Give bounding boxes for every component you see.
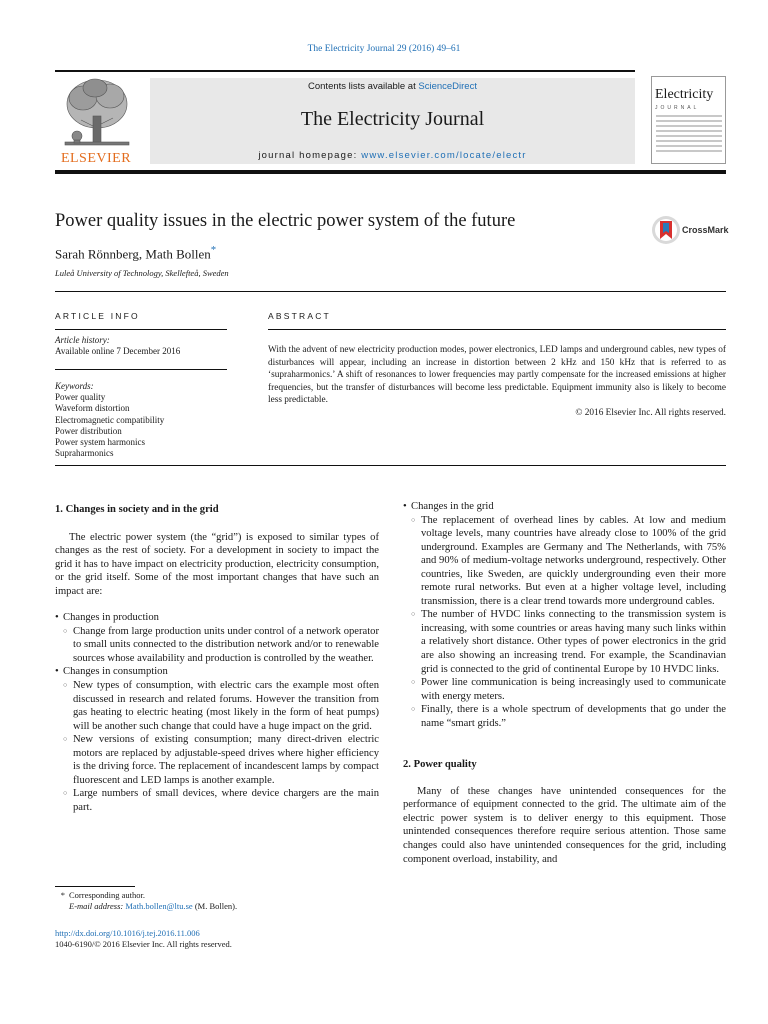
keyword-item: Power system harmonics	[55, 437, 145, 448]
bullet-consumption: • Changes in consumption	[55, 665, 379, 679]
homepage-link[interactable]: www.elsevier.com/locate/electr	[361, 150, 527, 161]
sub-bullet: ○ New versions of existing consumption; many direct-driven electric motors are replaced by adjustable-speed drives where higher efficiency is the driving force. The replacement of incandescent lamps by compact fluorescent and LED lamps is another example.	[55, 733, 379, 787]
sub-bullet: ○ Change from large production units under control of a network operator to small units connected to the distribution network and/or to renewable sources whose availability and production is controlled by the weather.	[55, 625, 379, 666]
corresponding-author-mark[interactable]: *	[210, 244, 217, 256]
masthead-bottom-rule	[55, 170, 726, 174]
publisher-name[interactable]: ELSEVIER	[60, 151, 132, 166]
abstract-body	[268, 344, 726, 419]
abstract-bottom-rule	[55, 465, 726, 466]
journal-citation[interactable]: The Electricity Journal 29 (2016) 49–61	[307, 44, 461, 54]
sub-bullet: ○ Power line communication is being increasingly used to communicate with energy meters.	[403, 676, 726, 703]
cover-text-lines	[656, 115, 722, 155]
journal-masthead	[55, 76, 726, 166]
cover-title: Electricity	[655, 87, 714, 102]
footnote-corresponding: Corresponding author.	[69, 890, 146, 900]
keyword-item: Electromagnetic compatibility	[55, 414, 165, 425]
keyword-item: Power quality	[55, 392, 106, 403]
issn-copyright: 1040-6190/© 2016 Elsevier Inc. All rights reserved.	[55, 939, 232, 949]
footnote-mark: *	[60, 890, 65, 900]
author-email-link[interactable]: Math.bollen@ltu.se	[125, 901, 193, 911]
section-1-heading: 1. Changes in society and in the grid	[55, 504, 219, 515]
crossmark-label: CrossMark	[682, 225, 729, 235]
doi-link[interactable]: http://dx.doi.org/10.1016/j.tej.2016.11.006	[55, 928, 200, 938]
sub-bullet: ○ Large numbers of small devices, where device chargers are the main part.	[55, 787, 379, 814]
homepage-prefix: journal homepage:	[258, 150, 362, 161]
cover-subtitle: JOURNAL	[655, 105, 700, 111]
contents-availability	[150, 81, 635, 92]
journal-title: The Electricity Journal	[300, 108, 485, 130]
section-1-paragraph: The electric power system (the “grid”) is exposed to similar types of changes as the rest of society. For a development in society to impact the grid it has to have impact on electricity production, electricity consumption, or the grid itself. Some of the most important changes that have such an impact are:	[55, 531, 379, 597]
article-title: Power quality issues in the electric power system of the future	[55, 211, 516, 231]
masthead-top-rule	[55, 70, 635, 72]
keyword-item: Supraharmonics	[55, 448, 114, 459]
keywords-block	[55, 381, 235, 459]
history-label: Article history:	[55, 335, 110, 345]
history-divider	[55, 369, 227, 370]
contents-prefix: Contents lists available at	[308, 81, 419, 92]
abstract-heading: ABSTRACT	[268, 311, 331, 321]
footnote-line-1	[55, 890, 237, 901]
journal-cover-thumbnail[interactable]	[651, 76, 726, 164]
sub-bullet: ○ New types of consumption, with electric cars the example most often discussed in research and related forums. However the transition from gas heating to electric heating (most likely in the form of heat pumps) will be another such change that could have a huge impact on the grid.	[55, 679, 379, 733]
abstract-column-rule	[268, 329, 726, 330]
info-top-rule	[55, 291, 726, 292]
section-2-heading: 2. Power quality	[403, 759, 477, 771]
footnote-rule	[55, 886, 135, 887]
article-history	[55, 335, 235, 357]
sub-bullet: ○ The number of HVDC links connecting to the transmission system is increasing, with some countries or areas having many such links within a relatively short distance. Other types of power electronics in the grid are also showing an increasing trend. For example, the Scandinavian grid is connected to the grid of continental Europe by 10 HVDC links.	[403, 608, 726, 676]
bullet-grid: • Changes in the grid	[403, 500, 726, 514]
abstract-copyright: © 2016 Elsevier Inc. All rights reserved.	[575, 407, 726, 418]
section-2-paragraph: Many of these changes have unintended consequences for the performance of equipment connected to the grid. The ultimate aim of the electric power system is to deliver energy to this equipment. Those unintended consequences therefore require serious attention. Those same changes could also have unintended consequences for the grid, including component overload, instability, and	[403, 785, 726, 865]
bullet-production: • Changes in production	[55, 611, 379, 625]
email-owner: (M. Bollen).	[194, 901, 238, 911]
sciencedirect-link[interactable]: ScienceDirect	[418, 81, 477, 92]
journal-homepage	[150, 150, 635, 161]
abstract-text: With the advent of new electricity production modes, power electronics, LED lamps and underground cables, new types of disturbances will appear, including an increase in distortion between 2 kHz and 150 kHz that is referred to as ‘supraharmonics.’ A shift of resonances to lower frequencies may partly compensate for the increased emissions at higher frequencies, but the transfer of disturbances will become less predictable. Equipment immunity also is likely to become less predictable.	[268, 345, 726, 405]
email-label: E-mail address:	[69, 901, 124, 911]
keyword-item: Power distribution	[55, 425, 122, 436]
masthead-panel	[150, 78, 635, 164]
body-column-right	[403, 500, 726, 866]
article-info-heading: ARTICLE INFO	[55, 311, 140, 321]
author-list	[55, 244, 216, 262]
keyword-item: Waveform distortion	[55, 403, 130, 414]
author-names: Sarah Rönnberg, Math Bollen	[55, 246, 211, 262]
sub-bullet: ○ The replacement of overhead lines by cables. At low and medium voltage levels, many countries have already close to 100% of the grid underground. Examples are Germany and The Netherlands, with 75% and 90% of medium-voltage networks underground, respectively. Other countries, like Sweden, are quickly undergrounding even their more remote rural networks. But even at a higher voltage level, including transmission, there is a clear trend towards more underground cables.	[403, 514, 726, 609]
crossmark-icon	[651, 215, 681, 245]
keywords-label: Keywords:	[55, 381, 94, 391]
body-column-left	[55, 500, 379, 814]
author-affiliation: Luleå University of Technology, Skellefteå, Sweden	[55, 268, 229, 278]
sub-bullet: ○ Finally, there is a whole spectrum of developments that go under the name “smart grids.”	[403, 703, 726, 730]
doi-block	[55, 928, 232, 950]
crossmark-badge[interactable]	[651, 215, 731, 245]
info-column-rule	[55, 329, 227, 330]
corresponding-author-footnote	[55, 890, 237, 912]
footnote-line-2	[55, 901, 237, 912]
history-value: Available online 7 December 2016	[55, 346, 181, 357]
